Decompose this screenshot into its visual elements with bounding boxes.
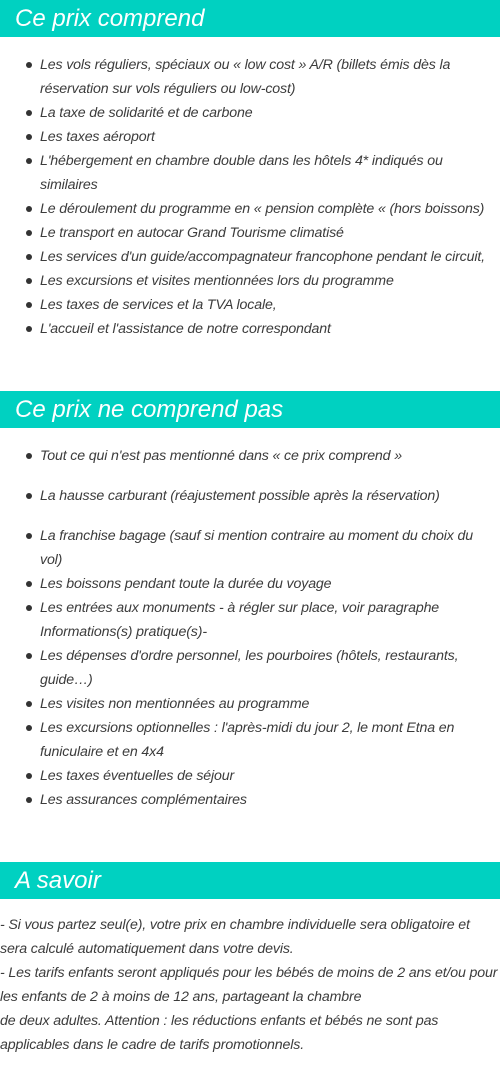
list-item: Les entrées aux monuments - à régler sur place, voir paragraphe Informations(s) pratique(s)- <box>0 596 500 644</box>
list-item: Les dépenses d'ordre personnel, les pourboires (hôtels, restaurants, guide…) <box>0 644 500 692</box>
list-item: Les vols réguliers, spéciaux ou « low cost » A/R (billets émis dès la réservation sur vols réguliers ou low-cost) <box>0 53 500 101</box>
excluded-list <box>0 444 500 812</box>
excluded-section-title: Ce prix ne comprend pas <box>0 391 500 428</box>
list-item: Les excursions optionnelles : l'après-midi du jour 2, le mont Etna en funiculaire et en 4x4 <box>0 716 500 764</box>
list-item: Les taxes éventuelles de séjour <box>0 764 500 788</box>
to-know-paragraph: de deux adultes. Attention : les réductions enfants et bébés ne sont pas applicables dans le cadre de tarifs promotionnels. <box>0 1013 439 1053</box>
to-know-paragraph: - Les tarifs enfants seront appliqués pour les bébés de moins de 2 ans et/ou pour les enfants de 2 à moins de 12 ans, partageant la chambre <box>0 965 498 1005</box>
list-item: Les boissons pendant toute la durée du voyage <box>0 572 500 596</box>
to-know-paragraph: - Si vous partez seul(e), votre prix en chambre individuelle sera obligatoire et sera calculé automatiquement dans votre devis. <box>0 917 470 957</box>
list-item: Les taxes aéroport <box>0 125 500 149</box>
to-know-section-title: A savoir <box>0 862 500 899</box>
list-item: Tout ce qui n'est pas mentionné dans « ce prix comprend » <box>0 444 500 468</box>
list-item: Le déroulement du programme en « pension complète « (hors boissons) <box>0 197 500 221</box>
list-item: Le transport en autocar Grand Tourisme climatisé <box>0 221 500 245</box>
list-item: Les visites non mentionnées au programme <box>0 692 500 716</box>
list-item: Les assurances complémentaires <box>0 788 500 812</box>
list-item: L'accueil et l'assistance de notre correspondant <box>0 317 500 341</box>
to-know-text <box>0 913 500 1057</box>
list-item: Les taxes de services et la TVA locale, <box>0 293 500 317</box>
included-list <box>0 53 500 341</box>
list-item: La franchise bagage (sauf si mention contraire au moment du choix du vol) <box>0 524 500 572</box>
list-item: L'hébergement en chambre double dans les hôtels 4* indiqués ou similaires <box>0 149 500 197</box>
included-section-title: Ce prix comprend <box>0 0 500 37</box>
list-item: Les excursions et visites mentionnées lors du programme <box>0 269 500 293</box>
list-item: Les services d'un guide/accompagnateur francophone pendant le circuit, <box>0 245 500 269</box>
list-item: La taxe de solidarité et de carbone <box>0 101 500 125</box>
list-item: La hausse carburant (réajustement possible après la réservation) <box>0 484 500 508</box>
